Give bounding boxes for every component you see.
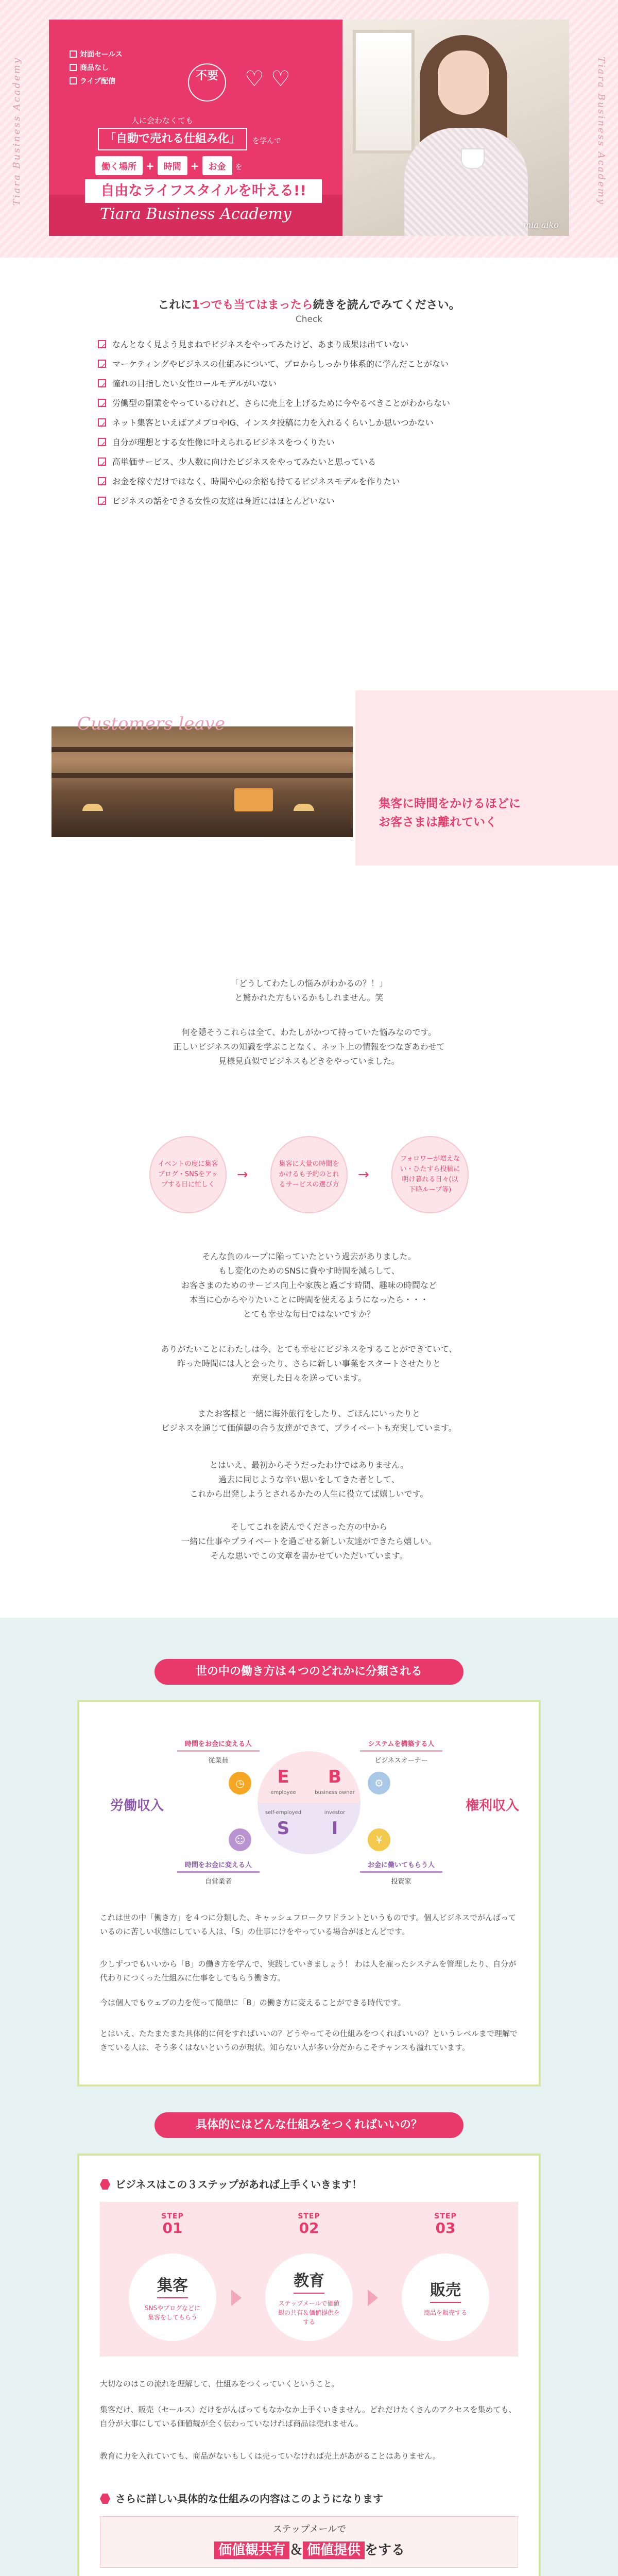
list-item-text: 高単価サービス、少人数に向けたビジネスをやってみたいと思っている [112, 457, 376, 467]
step-mail-top: ステップメールで [272, 2524, 347, 2535]
quadrant-caption-head: システムを構築する人 [360, 1738, 442, 1752]
story-line: そしてこれを読んでくださった方の中から [230, 1522, 387, 1532]
intro-title [0, 296, 618, 312]
quadrant-letter: I [331, 1818, 338, 1839]
story-line: とはいえ、最初からそうだったわけではありません。 [210, 1460, 408, 1470]
hero-tag: お金 [202, 156, 232, 175]
story-line: ありがたいことにわたしは今、とても幸せにビジネスをすることができていて、 [161, 1344, 457, 1354]
step-title: 販売 [430, 2277, 461, 2303]
story-line: これから出発しようとされるかたの人生に役立てば嬉しいです。 [190, 1489, 428, 1499]
intro-title-post: 続きを読んでみてください。 [313, 299, 460, 312]
hero-check-label: 対面セールス [80, 50, 123, 59]
steps-panel [100, 2202, 518, 2357]
story-line: 充実した日々を送っています。 [251, 1373, 367, 1383]
hero-side-text-left: Tiara Business Academy [11, 57, 22, 206]
checkbox-icon [98, 457, 106, 466]
steps-card [77, 2154, 541, 2576]
step-mail-banner [100, 2516, 518, 2568]
story-line: と驚かれた方もいるかもしれません。笑 [234, 993, 384, 1003]
hero-check-list [70, 48, 123, 88]
list-item [98, 413, 520, 433]
lamp-icon [294, 804, 314, 811]
hero-tag-suffix: を [235, 163, 243, 172]
section-title-cashflow: 世の中の働き方は４つのどれかに分類される [154, 1659, 464, 1685]
customers-leave-text [379, 794, 521, 832]
step-desc: SNSやブログなどに集客をしてもらう [144, 2304, 201, 2321]
hero-tag-row [95, 156, 243, 175]
hero-fuyou-badge: 不要 [188, 63, 226, 101]
checkbox-icon [98, 360, 106, 368]
labor-income-label: 労働収入 [110, 1798, 164, 1814]
laptop-icon [234, 788, 273, 811]
problem-circles [0, 1136, 618, 1213]
quadrant-s [258, 1803, 309, 1854]
story-block [0, 1025, 618, 1069]
lamp-icon [82, 804, 103, 811]
hero-photo [342, 20, 569, 236]
story-line: 「どうしてわたしの悩みがわかるの？！」 [230, 978, 387, 988]
cashflow-quadrant [258, 1751, 360, 1854]
network-icon: ⚙ [368, 1772, 390, 1794]
quadrant-caption-i [360, 1859, 442, 1886]
quadrant-label: investor [324, 1810, 346, 1816]
hero-sub-text: 人に会わなくても [131, 116, 194, 125]
customers-leave-title: Customers leave [77, 714, 225, 734]
story-line: 昨った時間には人と会ったり、さらに新しい事業をスタートさせたりと [177, 1359, 441, 1368]
checkbox-icon [98, 497, 106, 505]
checkbox-icon [98, 379, 106, 387]
list-item [98, 354, 520, 374]
check-list [98, 335, 520, 511]
list-item [98, 335, 520, 354]
quadrant-i [309, 1803, 360, 1854]
list-item [98, 472, 520, 492]
photo-person-body [404, 128, 528, 236]
step-label: STEP [298, 2212, 320, 2221]
library-photo [52, 726, 353, 837]
story-block [0, 1249, 618, 1321]
story-block [0, 1458, 618, 1501]
person-icon: ☺ [229, 1828, 251, 1851]
hero-check-item [70, 75, 123, 88]
hero-check-label: 商品なし [80, 64, 109, 72]
list-item [98, 492, 520, 511]
hero-academy-name: Tiara Business Academy [100, 205, 291, 223]
step-flag [139, 2212, 206, 2236]
plus-icon: + [190, 160, 199, 172]
list-item [98, 452, 520, 472]
story-line: とても幸せな毎日ではないですか？ [243, 1309, 375, 1319]
steps-heading-text: ビジネスはこの３ステップがあれば上手くいきます！ [115, 2178, 362, 2191]
list-item-text: 労働型の副業をやっているけれど、さらに売上を上げるために今やるべきことがわからない [112, 398, 451, 408]
story-block [0, 1406, 618, 1435]
quadrant-caption-s [177, 1859, 260, 1886]
step-number: 02 [299, 2219, 319, 2236]
step-mail-joiner: ＆ [289, 2543, 303, 2558]
story-line: またお客様と一緒に海外旅行をしたり、ごほんにいったりと [197, 1409, 420, 1418]
flow-heading [100, 2490, 383, 2505]
list-item [98, 394, 520, 413]
hexagon-icon [100, 2494, 110, 2504]
story-line: お客さまのためのサービス向上や家族と過ごす時間、趣味の時間など [181, 1280, 437, 1290]
story-line: そんな負のループに陥っていたという過去がありました。 [202, 1251, 416, 1261]
story-block [0, 1520, 618, 1563]
photo-shelf [52, 773, 353, 778]
quadrant-caption-name: 従業員 [208, 1757, 229, 1765]
steps-paragraph: 集客だけ、販売（セールス）だけをがんばってもなかなか上手くいきません。どれだけたくさんのアクセスを集めても、自分が大事にしている価値観が全く伝わっていなければ商品は売れません。 [100, 2405, 517, 2428]
intro-check-word: Check [295, 314, 323, 325]
quadrant-label: business owner [315, 1790, 355, 1795]
plus-icon: + [146, 160, 154, 172]
quadrant-caption-head: 時間をお金に変える人 [177, 1738, 260, 1752]
list-item-text: 自分が理想とする女性像に叶えられるビジネスをつくりたい [112, 437, 335, 447]
step-label: STEP [434, 2212, 457, 2221]
steps-paragraph: 大切なのはこの流れを理解して、仕組みをつくっていくということ。 [100, 2379, 339, 2388]
hero-main-copy: 「自動で売れる仕組み化」 [98, 128, 247, 150]
step-flag [412, 2212, 479, 2236]
step-flag [276, 2212, 342, 2236]
photo-person-face [438, 50, 489, 115]
list-item-text: 憧れの目指したい女性ロールモデルがいない [112, 379, 277, 388]
quadrant-caption-head: 時間をお金に変える人 [177, 1859, 260, 1873]
hero-sub-text-2: を学んで [252, 137, 281, 145]
checkbox-icon [98, 418, 106, 427]
arrow-right-icon [231, 2290, 242, 2306]
quadrant-b [309, 1751, 360, 1803]
cashflow-card [77, 1700, 541, 2087]
story-block [0, 976, 618, 1005]
quadrant-label: employee [270, 1790, 296, 1795]
checkbox-icon [98, 340, 106, 348]
hero-copy-panel [49, 20, 342, 236]
hero-card [49, 20, 569, 236]
quadrant-caption-head: お金に働いてもらう人 [360, 1859, 442, 1873]
quadrant-label: self-employed [265, 1810, 302, 1816]
photo-window [353, 30, 415, 154]
hearts-icon: ♡ ♡ [245, 66, 290, 91]
quadrant-letter: S [277, 1818, 290, 1839]
checkbox-icon [70, 50, 77, 58]
step-mail-suffix: をする [365, 2543, 405, 2558]
problem-circle: フォロワーが増えない・ひたすら投稿に明け暮れる日々(以下略ループ等) [391, 1136, 469, 1213]
checkbox-icon [70, 64, 77, 71]
checkbox-icon [70, 77, 77, 84]
clock-icon: ◷ [229, 1772, 251, 1794]
story-line: 見様見真似でビジネスもどきをやっていました。 [218, 1056, 400, 1066]
story-line: ビジネスを通じて価値観の合う友達ができて、プライベートも充実しています。 [161, 1423, 457, 1433]
step-mail-highlight: 価値観共有 [214, 2541, 289, 2559]
quadrant-caption-e [177, 1738, 260, 1765]
step-title: 集客 [157, 2273, 188, 2298]
quadrant-caption-name: ビジネスオーナー [374, 1757, 428, 1765]
quadrant-letter: B [328, 1767, 341, 1787]
customers-leave-line: お客さまは離れていく [379, 816, 497, 829]
list-item-text: なんとなく見よう見まねでビジネスをやってみたけど、あまり成果は出ていない [112, 340, 409, 349]
step-desc: 商品を販売する [423, 2309, 467, 2316]
photo-shelf [52, 747, 353, 752]
quadrant-caption-name: 自営業者 [204, 1878, 232, 1886]
story-line: 本当に心からやりたいことに時間を使えるようになったら・・・ [189, 1295, 428, 1304]
story-block [0, 1342, 618, 1385]
cup-icon [461, 148, 485, 169]
cashflow-paragraph: これは世の中「働き方」を４つに分類した、キャッシュフロークワドラントというものです。個人ビジネスでがんばっているのに苦しい状態にしている人は、「S」の仕事にけをやっている場合がほとんどです。 [100, 1913, 517, 1936]
quadrant-caption-b [360, 1738, 442, 1765]
cashflow-paragraph: 今は個人でもウェブの力を使って簡単に「B」の働き方に変えることができる時代です。 [100, 1998, 406, 2007]
list-item [98, 374, 520, 394]
hero-tag: 働く場所 [95, 156, 143, 175]
list-item-text: ネット集客といえばアメブロやIG、インスタ投稿に力を入れるくらいしか思いつかない [112, 418, 434, 428]
list-item-text: お金を稼ぐだけではなく、時間や心の余裕も持てるビジネスモデルを作りたい [112, 477, 400, 486]
checkbox-icon [98, 399, 106, 407]
list-item [98, 433, 520, 452]
step-number: 01 [162, 2219, 183, 2236]
step-label: STEP [161, 2212, 184, 2221]
step-circle [129, 2253, 216, 2341]
problem-circle: 集客に大量の時間をかけるも予約のとれるサービスの選び方 [270, 1136, 348, 1213]
story-line: 正しいビジネスの知識を学ぶことなく、ネット上の情報をつなぎあわせて [173, 1042, 445, 1052]
intro-title-pre: これに [158, 299, 192, 312]
flow-heading-text: さらに詳しい具体的な仕組みの内容はこのようになります [115, 2493, 383, 2505]
step-circle [265, 2253, 353, 2341]
cashflow-diagram [79, 1702, 539, 1939]
step-mail-highlight: 価値提供 [303, 2541, 365, 2559]
hero-headline: 自由なライフスタイルを叶える!! [85, 179, 322, 203]
arrow-right-icon [368, 2290, 378, 2306]
quadrant-caption-name: 投資家 [391, 1878, 411, 1886]
hero-side-text-right: Tiara Business Academy [596, 57, 607, 206]
story-line: 一緒に仕事やプライベートを過ごせる新しい友達ができたら嬉しい。 [181, 1536, 437, 1546]
problem-circle: イベントの度に集客ブログ・SNSをアップする日に忙しく [149, 1136, 227, 1213]
cashflow-paragraph: とはいえ、たたまたまた具体的に何をすればいいの？どうやってその仕組みをつくればいいの？というレベルまで理解できている人は、そう多くはないというのが現状。知らない人が多い分だからこそチャンスも溢れています。 [100, 2029, 518, 2052]
rights-income-label: 権利収入 [466, 1798, 520, 1814]
quadrant-letter: E [277, 1767, 289, 1787]
arrow-right-icon: → [358, 1167, 369, 1182]
step-mail-title [100, 2539, 519, 2558]
hero-tag: 時間 [158, 156, 187, 175]
step-circle [402, 2253, 489, 2341]
intro-title-highlight: 1つでも当てはまったら [192, 299, 313, 312]
story-line: 何を隠そうこれらは全て、わたしがかつて持っていた悩みなのです。 [181, 1027, 437, 1037]
money-icon: ¥ [368, 1828, 390, 1851]
story-line: もし変化のためのSNSに費やす時間を減らして、 [218, 1266, 400, 1276]
section-title-steps: 具体的にはどんな仕組みをつくればいいの？ [154, 2112, 464, 2138]
checkbox-icon [98, 438, 106, 446]
steps-heading [100, 2176, 362, 2191]
hero-check-item [70, 48, 123, 61]
arrow-right-icon: → [237, 1167, 248, 1182]
hexagon-icon [100, 2179, 110, 2190]
photo-caption: mia aiko [523, 220, 559, 230]
cashflow-paragraph: 少しずつでもいいから「B」の働き方を学んで、実践していきましょう！ わは人を雇ったシステムを管理したり、自分が代わりにつくった仕組みに仕事をしてもらう働き方。 [100, 1959, 517, 1982]
story-line: そんな思いでこの文章を書かせていただいています。 [210, 1551, 408, 1561]
customers-leave-line: 集客に時間をかけるほどに [379, 797, 521, 810]
quadrant-e [258, 1751, 309, 1803]
step-title: 教育 [294, 2268, 324, 2294]
hero-check-label: ライブ配信 [80, 77, 116, 86]
hero-check-item [70, 61, 123, 75]
customers-leave-panel [355, 690, 618, 866]
step-number: 03 [435, 2219, 456, 2236]
steps-paragraph: 教育に力を入れていても、商品がないもしくは売っていなければ売上があがることはありません。 [100, 2451, 440, 2461]
list-item-text: ビジネスの話をできる女性の友達は身近にはほとんどいない [112, 496, 335, 506]
checkbox-icon [98, 477, 106, 485]
step-desc: ステップメールで価値観の共有＆価値提供をする [278, 2300, 340, 2326]
story-line: 過去に同じような辛い思いをしてきた者として、 [218, 1475, 400, 1484]
hero-banner [0, 0, 618, 258]
list-item-text: マーケティングやビジネスの仕組みについて、プロからしっかり体系的に学んだことがない [112, 359, 449, 369]
